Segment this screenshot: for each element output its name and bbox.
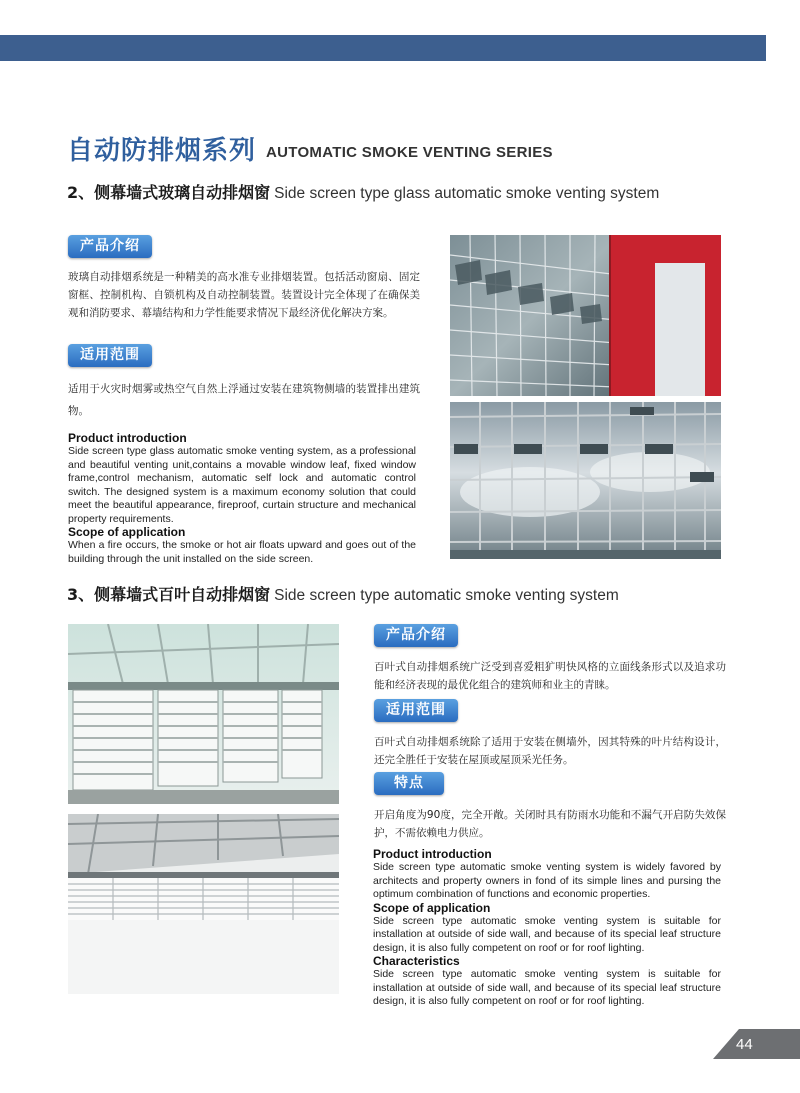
section2-scope-en-title: Scope of application bbox=[68, 525, 186, 539]
section3-features-en: Side screen type automatic smoke venting system is suitable for installation at outside of side wall, and because of its special leaf structure design, it is also fully competent on roof or for roof lighting. bbox=[373, 968, 721, 1007]
section3-scope-badge: 适用范围 bbox=[374, 699, 458, 722]
section3-heading-cn: 3、侧幕墙式百叶自动排烟窗 bbox=[67, 585, 271, 604]
section3-features-en-title: Characteristics bbox=[373, 954, 460, 968]
section3-scope-en: Side screen type automatic smoke venting system is suitable for installation at outside of side wall, and because of its special leaf structure design, it is also fully competent on roof or for roof lighting. bbox=[373, 914, 721, 954]
section3-intro-badge: 产品介绍 bbox=[374, 624, 458, 647]
series-title-en: AUTOMATIC SMOKE VENTING SERIES bbox=[266, 144, 553, 161]
louver-window-photo bbox=[68, 624, 339, 804]
section3-heading bbox=[67, 582, 619, 605]
section2-scope-badge: 适用范围 bbox=[68, 344, 152, 367]
section3-intro-cn: 百叶式自动排烟系统广泛受到喜爱粗犷明快风格的立面线条形式以及追求功能和经济表现的最优化组合的建筑师和业主的青睐。 bbox=[374, 661, 726, 691]
section2-scope-en: When a fire occurs, the smoke or hot air floats upward and goes out of the building through the unit installed on the side screen. bbox=[68, 539, 416, 565]
section3-scope-en-title: Scope of application bbox=[373, 900, 491, 915]
section2-english-text bbox=[68, 432, 416, 566]
page-number-box bbox=[713, 1029, 800, 1059]
section2-intro-en-title: Product introduction bbox=[68, 431, 187, 445]
section3-intro-en: Side screen type automatic smoke venting system is widely favored by architects and property owners in fond of its simple lines and pursing the optimum combination of functions and economic properties. bbox=[373, 861, 721, 900]
section3-english-text bbox=[373, 848, 721, 1009]
glass-curtain-wall-vents-photo bbox=[450, 402, 721, 559]
top-color-bar bbox=[0, 35, 766, 61]
page-number: 44 bbox=[736, 1036, 753, 1053]
section2-heading bbox=[67, 180, 659, 203]
section3-features-cn: 开启角度为90度，完全开敞。关闭时具有防雨水功能和不漏气开启防失效保护，不需依赖电力供应。 bbox=[374, 809, 726, 839]
section2-intro-badge: 产品介绍 bbox=[68, 235, 152, 258]
glass-facade-red-frame-photo bbox=[450, 235, 721, 396]
section2-heading-en: Side screen type glass automatic smoke venting system bbox=[274, 185, 660, 202]
section3-intro-en-title: Product introduction bbox=[373, 847, 492, 861]
section3-features-badge: 特点 bbox=[374, 772, 444, 795]
section2-intro-cn: 玻璃自动排烟系统是一种精美的高水准专业排烟装置。包括活动窗扇、固定窗框、控制机构、自锁机构及自动控制装置。装置设计完全体现了在确保美观和消防要求、幕墙结构和力学性能要求情况下最经济优化解决方案。 bbox=[68, 271, 420, 319]
section2-scope-cn: 适用于火灾时烟雾或热空气自然上浮通过安装在建筑物侧墙的装置排出建筑物。 bbox=[68, 383, 420, 417]
series-title-cn: 自动防排烟系列 bbox=[67, 136, 257, 166]
section3-heading-en: Side screen type automatic smoke venting system bbox=[274, 587, 619, 604]
section2-intro-en: Side screen type glass automatic smoke venting system, as a professional and beautiful venting unit,contains a movable window leaf, fixed window frame,control mechanism, automatic self lock and automatic control switch. The designed system is a maximum economy solution that could meet the beautiful appearance, fireproof, curtain structure and mechanical property requirements. bbox=[68, 445, 416, 525]
section3-scope-cn: 百叶式自动排烟系统除了适用于安装在侧墙外，因其特殊的叶片结构设计，还完全胜任于安装在屋顶或屋顶采光任务。 bbox=[374, 736, 726, 766]
roof-louver-photo bbox=[68, 814, 339, 994]
section2-heading-cn: 2、侧幕墙式玻璃自动排烟窗 bbox=[67, 183, 271, 202]
